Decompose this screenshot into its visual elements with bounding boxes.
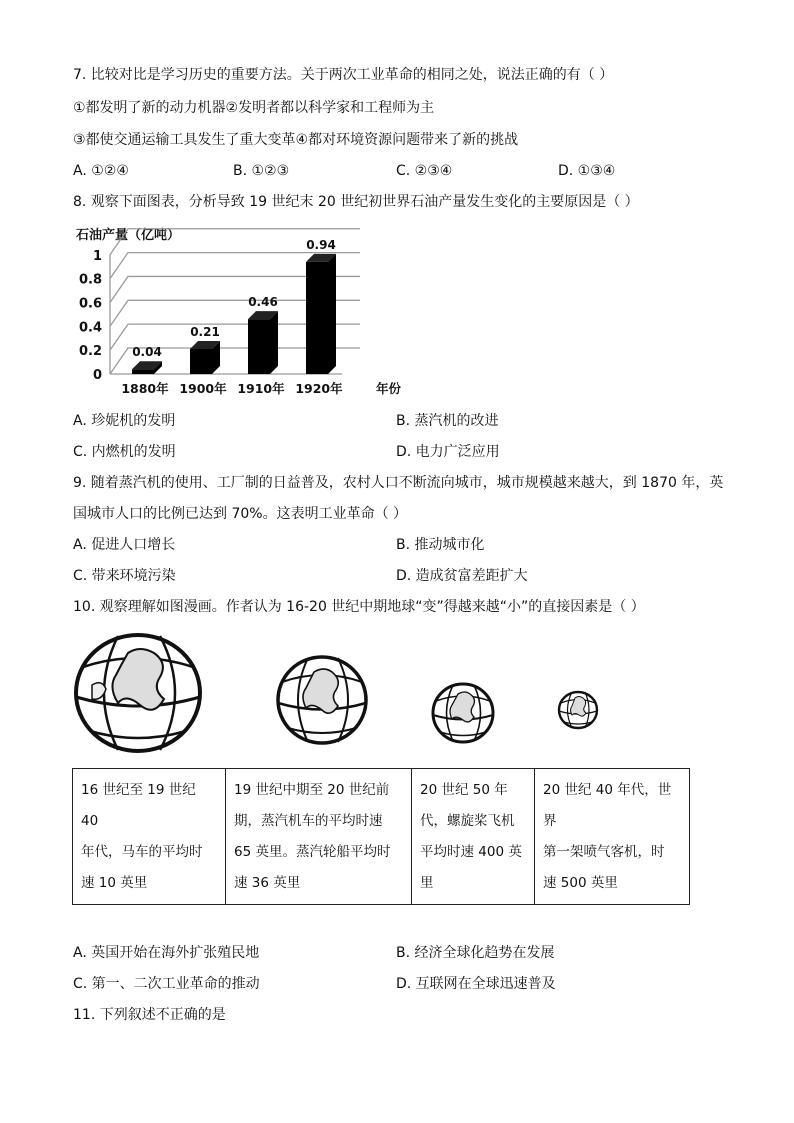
- y-tick-label: 0.8: [78, 272, 102, 288]
- q7-statement-line-1: ①都发明了新的动力机器②发明者都以科学家和工程师为主: [73, 100, 435, 116]
- table-cell-horse-carriage: [73, 769, 226, 905]
- cell-line: 速 36 英里: [234, 874, 301, 891]
- bar: [248, 311, 278, 374]
- q7-option-b[interactable]: B. ①②③: [233, 163, 290, 179]
- q8-option-a[interactable]: A. 珍妮机的发明: [73, 413, 176, 429]
- q9-stem-line-1: 9. 随着蒸汽机的使用、工厂制的日益普及，农村人口不断流向城市，城市规模越来越大，到 1870 年，英: [73, 475, 724, 491]
- y-tick-label: 0.6: [78, 296, 102, 312]
- cell-line: 19 世纪中期至 20 世纪前: [234, 781, 390, 798]
- cell-line: 平均时速 400 英: [420, 843, 522, 860]
- x-tick-label: 1920年: [295, 381, 343, 396]
- q10-option-c[interactable]: C. 第一、二次工业革命的推动: [73, 976, 260, 992]
- cell-line: 里: [420, 874, 434, 891]
- transport-speed-table: [72, 768, 690, 905]
- table-cell-steam-locomotive: [226, 769, 412, 905]
- data-label: 0.46: [248, 295, 278, 310]
- q9-stem-line-2: 国城市人口的比例已达到 70%。这表明工业革命（ ）: [73, 506, 408, 522]
- table-cell-propeller-plane: [412, 769, 535, 905]
- q10-stem: 10. 观察理解如图漫画。作者认为 16-20 世纪中期地球“变”得越来越“小”的直接因素是（ ）: [73, 599, 645, 615]
- q9-option-b[interactable]: B. 推动城市化: [396, 537, 485, 553]
- cell-line: 20 世纪 40 年代，世界: [543, 781, 672, 829]
- x-axis-label: 年份: [376, 381, 402, 396]
- q7-option-a[interactable]: A. ①②④: [73, 163, 129, 179]
- q8-stem: 8. 观察下面图表，分析导致 19 世纪末 20 世纪初世界石油产量发生变化的主要原因是（ ）: [73, 194, 639, 210]
- oil-production-chart: [70, 222, 420, 400]
- cell-line: 期，蒸汽机车的平均时速: [234, 812, 383, 829]
- q7-statement-line-2: ③都使交通运输工具发生了重大变革④都对环境资源问题带来了新的挑战: [73, 132, 519, 148]
- y-tick-label: 0.2: [78, 344, 102, 360]
- q8-option-c[interactable]: C. 内燃机的发明: [73, 444, 176, 460]
- x-tick-label: 1900年: [179, 381, 227, 396]
- cell-line: 代，螺旋桨飞机: [420, 812, 515, 829]
- q7-option-d[interactable]: D. ①③④: [558, 163, 616, 179]
- globe-icon: [557, 690, 599, 730]
- globe-icon: [430, 681, 496, 745]
- cell-line: 年代，马车的平均时: [81, 843, 203, 860]
- cell-line: 16 世纪至 19 世纪 40: [81, 781, 196, 829]
- x-tick-label: 1880年: [121, 381, 169, 396]
- q11-stem: 11. 下列叙述不正确的是: [73, 1007, 226, 1023]
- q9-option-a[interactable]: A. 促进人口增长: [73, 537, 176, 553]
- q8-option-b[interactable]: B. 蒸汽机的改进: [396, 413, 499, 429]
- y-tick-label: 1: [92, 248, 102, 264]
- bar: [190, 341, 220, 374]
- table-cell-jet-airliner: [535, 769, 690, 905]
- x-tick-label: 1910年: [237, 381, 285, 396]
- table-row: [73, 769, 690, 905]
- q8-option-d[interactable]: D. 电力广泛应用: [396, 444, 500, 460]
- data-label: 0.94: [306, 237, 336, 252]
- q9-option-d[interactable]: D. 造成贫富差距扩大: [396, 568, 528, 584]
- q10-option-a[interactable]: A. 英国开始在海外扩张殖民地: [73, 945, 260, 961]
- globe-icon: [72, 629, 204, 756]
- cell-line: 速 10 英里: [81, 874, 148, 891]
- cell-line: 速 500 英里: [543, 874, 618, 891]
- bar: [132, 361, 162, 374]
- y-tick-label: 0: [92, 368, 102, 383]
- q9-option-c[interactable]: C. 带来环境污染: [73, 568, 176, 584]
- q7-stem: 7. 比较对比是学习历史的重要方法。关于两次工业革命的相同之处，说法正确的有（ ）: [73, 67, 614, 83]
- q10-option-b[interactable]: B. 经济全球化趋势在发展: [396, 945, 555, 961]
- cell-line: 20 世纪 50 年: [420, 781, 508, 798]
- q7-option-c[interactable]: C. ②③④: [396, 163, 453, 179]
- y-tick-label: 0.4: [78, 320, 102, 336]
- data-label: 0.21: [190, 324, 220, 339]
- cell-line: 第一架喷气客机，时: [543, 843, 665, 860]
- cell-line: 65 英里。蒸汽轮船平均时: [234, 843, 391, 860]
- bar: [306, 254, 336, 374]
- globe-icon: [275, 654, 370, 747]
- q10-option-d[interactable]: D. 互联网在全球迅速普及: [396, 976, 556, 992]
- chart-title: 石油产量（亿吨）: [76, 228, 181, 243]
- data-label: 0.04: [132, 345, 162, 360]
